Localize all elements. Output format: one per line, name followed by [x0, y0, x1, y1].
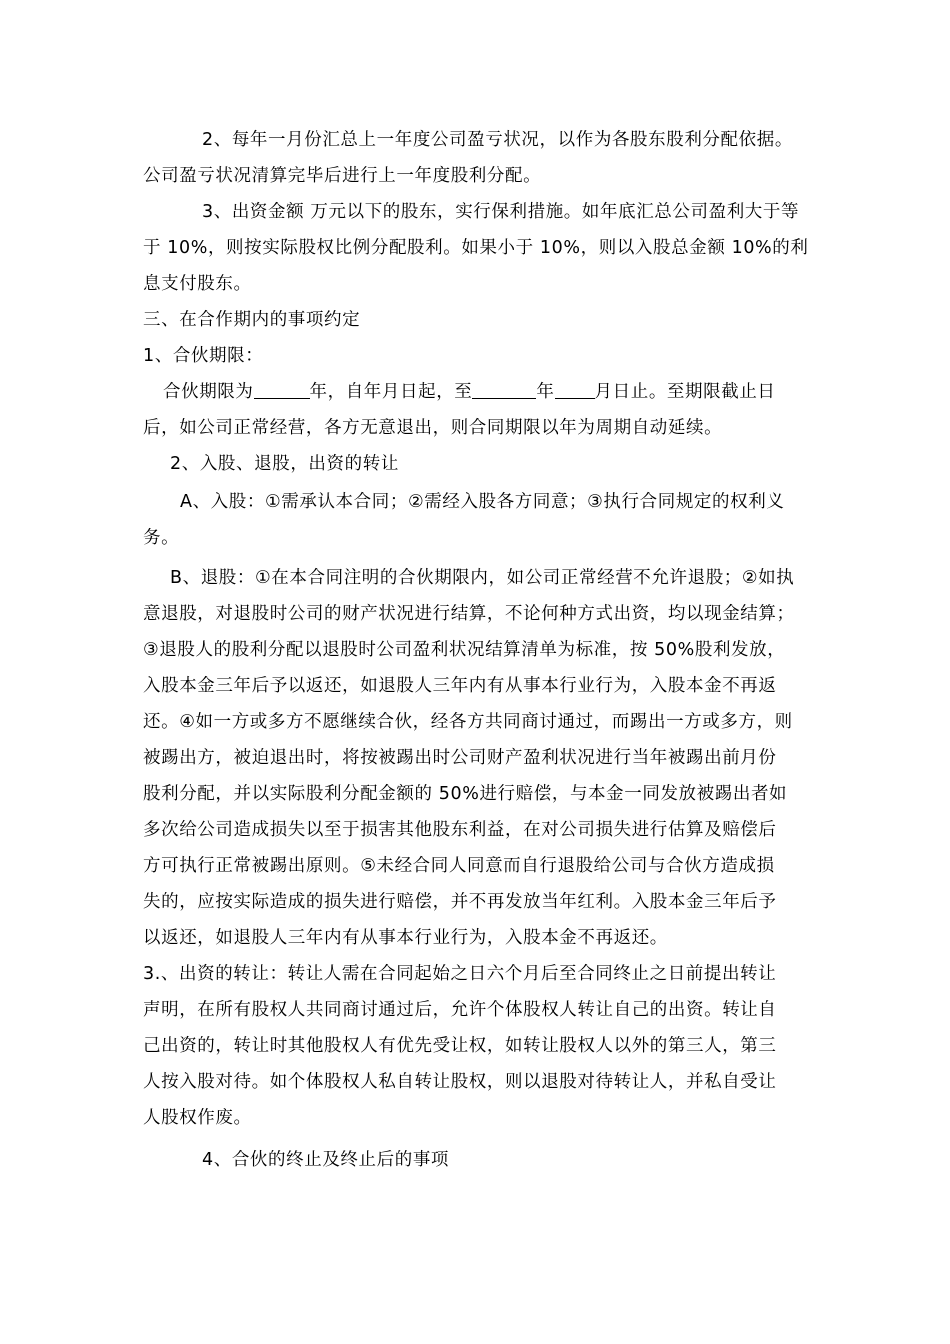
- term-end-month-blank[interactable]: [555, 380, 595, 399]
- paragraph-line: 公司盈亏状况清算完毕后进行上一年度股利分配。: [143, 166, 542, 186]
- paragraph-line: 还。④如一方或多方不愿继续合伙，经各方共同商讨通过，而踢出一方或多方，则: [143, 712, 793, 732]
- paragraph-line: 被踢出方，被迫退出时，将按被踢出时公司财产盈利状况进行当年被踢出前月份: [143, 748, 777, 768]
- paragraph-line: ③退股人的股利分配以退股时公司盈利状况结算清单为标准，按 50%股利发放，: [143, 640, 786, 660]
- section-heading: 三、在合作期内的事项约定: [143, 310, 361, 330]
- paragraph-line: A、入股：①需承认本合同；②需经入股各方同意；③执行合同规定的权利义: [180, 492, 785, 512]
- term-text-4: 月日止。至期限截止日: [594, 382, 776, 402]
- term-line: [163, 380, 831, 404]
- term-text-1: 合伙期限为: [163, 382, 254, 402]
- paragraph-line: B、退股：①在本合同注明的合伙期限内，如公司正常经营不允许退股；②如执: [170, 568, 795, 588]
- subsection-heading: 2、入股、退股，出资的转让: [170, 454, 399, 474]
- paragraph-line: 人按入股对待。如个体股权人私自转让股权，则以退股对待转让人，并私自受让: [143, 1072, 777, 1092]
- paragraph-line: 以返还，如退股人三年内有从事本行业行为，入股本金不再返还。: [143, 928, 668, 948]
- paragraph-line: 股利分配，并以实际股利分配金额的 50%进行赔偿，与本金一同发放被踢出者如: [143, 784, 788, 804]
- paragraph-line: 方可执行正常被踢出原则。⑤未经合同人同意而自行退股给公司与合伙方造成损: [143, 856, 775, 876]
- term-end-year-blank[interactable]: [472, 380, 536, 399]
- subsection-heading: 4、合伙的终止及终止后的事项: [202, 1150, 450, 1170]
- paragraph-line: 息支付股东。: [143, 274, 252, 294]
- paragraph-line: 3.、出资的转让：转让人需在合同起始之日六个月后至合同终止之日前提出转让: [143, 964, 777, 984]
- paragraph-line: 3、出资金额 万元以下的股东，实行保利措施。如年底汇总公司盈利大于等: [202, 202, 800, 222]
- paragraph-line: 多次给公司造成损失以至于损害其他股东利益，在对公司损失进行估算及赔偿后: [143, 820, 777, 840]
- paragraph-line: 于 10%，则按实际股权比例分配股利。如果小于 10%，则以入股总金额 10%的利: [143, 238, 809, 258]
- paragraph-line: 声明，在所有股权人共同商讨通过后，允许个体股权人转让自己的出资。转让自: [143, 1000, 777, 1020]
- paragraph-line: 意退股，对退股时公司的财产状况进行结算，不论何种方式出资，均以现金结算；: [143, 604, 795, 624]
- term-text-3: 年: [536, 382, 555, 402]
- term-text-2: 年，自年月日起，至: [309, 382, 473, 402]
- term-years-blank[interactable]: [254, 380, 310, 399]
- subsection-heading: 1、合伙期限：: [143, 346, 264, 366]
- paragraph-line: 人股权作废。: [143, 1108, 252, 1128]
- paragraph-line: 后，如公司正常经营，各方无意退出，则合同期限以年为周期自动延续。: [143, 418, 723, 438]
- paragraph-line: 务。: [143, 528, 180, 548]
- paragraph-line: 己出资的，转让时其他股权人有优先受让权，如转让股权人以外的第三人，第三: [143, 1036, 777, 1056]
- paragraph-line: 入股本金三年后予以返还，如退股人三年内有从事本行业行为，入股本金不再返: [143, 676, 777, 696]
- paragraph-line: 失的，应按实际造成的损失进行赔偿，并不再发放当年红利。入股本金三年后予: [143, 892, 777, 912]
- paragraph-line: 2、每年一月份汇总上一年度公司盈亏状况，以作为各股东股利分配依据。: [202, 130, 793, 150]
